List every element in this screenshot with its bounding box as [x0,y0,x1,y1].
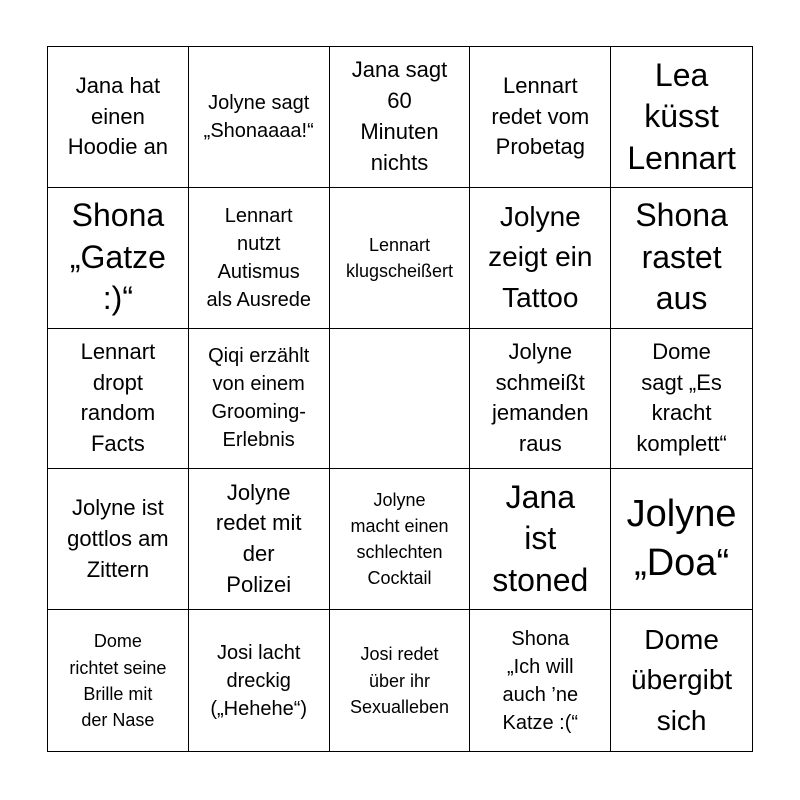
bingo-cell[interactable] [330,469,471,610]
bingo-cell[interactable] [48,469,189,610]
cell-text: Lennart nutzt Autismus als Ausrede [206,204,311,311]
cell-text: Dome sagt „Es kracht komplett“ [636,338,727,457]
bingo-cell[interactable] [470,329,611,470]
cell-text: Dome übergibt sich [631,623,733,736]
cell-text: Lennart klugscheißert [345,234,454,281]
bingo-cell[interactable] [48,329,189,470]
cell-text: Jolyne zeigt ein Tattoo [488,200,593,313]
bingo-cell[interactable] [330,188,471,329]
cell-text: Jolyne redet mit der Polizei [215,479,302,598]
cell-text: Jolyne macht einen schlechten Cocktail [350,490,449,589]
bingo-cell[interactable] [330,47,471,188]
bingo-cell[interactable] [189,329,330,470]
bingo-cell[interactable] [48,610,189,751]
bingo-cell[interactable] [48,47,189,188]
bingo-cell[interactable] [470,47,611,188]
cell-text: Shona rastet aus [635,197,728,317]
cell-text: Shona „Gatze :)“ [69,197,166,317]
cell-text: Qiqi erzählt von einem Grooming- Erlebnis [208,345,310,452]
cell-text: Jolyne ist gottlos am Zittern [67,495,169,582]
cell-text: Josi redet über ihr Sexualleben [349,644,450,717]
bingo-cell[interactable] [611,47,752,188]
bingo-cell[interactable] [330,610,471,751]
bingo-cell[interactable] [611,188,752,329]
cell-text: Jolyne „Doa“ [626,492,737,585]
cell-text: Jolyne schmeißt jemanden raus [491,338,589,457]
bingo-cell[interactable] [470,469,611,610]
cell-text: Jana hat einen Hoodie an [67,72,169,160]
cell-text: Jana sagt 60 Minuten nichts [351,57,448,175]
bingo-cell[interactable] [189,47,330,188]
bingo-cell[interactable] [611,610,752,751]
cell-text: Josi lacht dreckig („Hehehe“) [210,641,308,720]
cell-text: Lennart dropt random Facts [80,338,156,457]
bingo-cell[interactable] [611,469,752,610]
bingo-cell[interactable] [470,188,611,329]
cell-text: Jolyne sagt „Shonaaaa!“ [203,91,314,142]
bingo-cell-free[interactable] [330,329,471,470]
bingo-cell[interactable] [470,610,611,751]
bingo-cell[interactable] [189,188,330,329]
cell-text: Jana ist stoned [492,478,589,599]
cell-text: Lennart redet vom Probetag [491,72,590,160]
cell-text: Shona „Ich will auch ’ne Katze :(“ [502,627,579,734]
bingo-cell[interactable] [189,610,330,751]
cell-text: Dome richtet seine Brille mit der Nase [69,631,167,730]
bingo-board [47,46,753,752]
cell-text: Lea küsst Lennart [627,56,736,176]
bingo-cell[interactable] [611,329,752,470]
bingo-cell[interactable] [189,469,330,610]
bingo-cell[interactable] [48,188,189,329]
